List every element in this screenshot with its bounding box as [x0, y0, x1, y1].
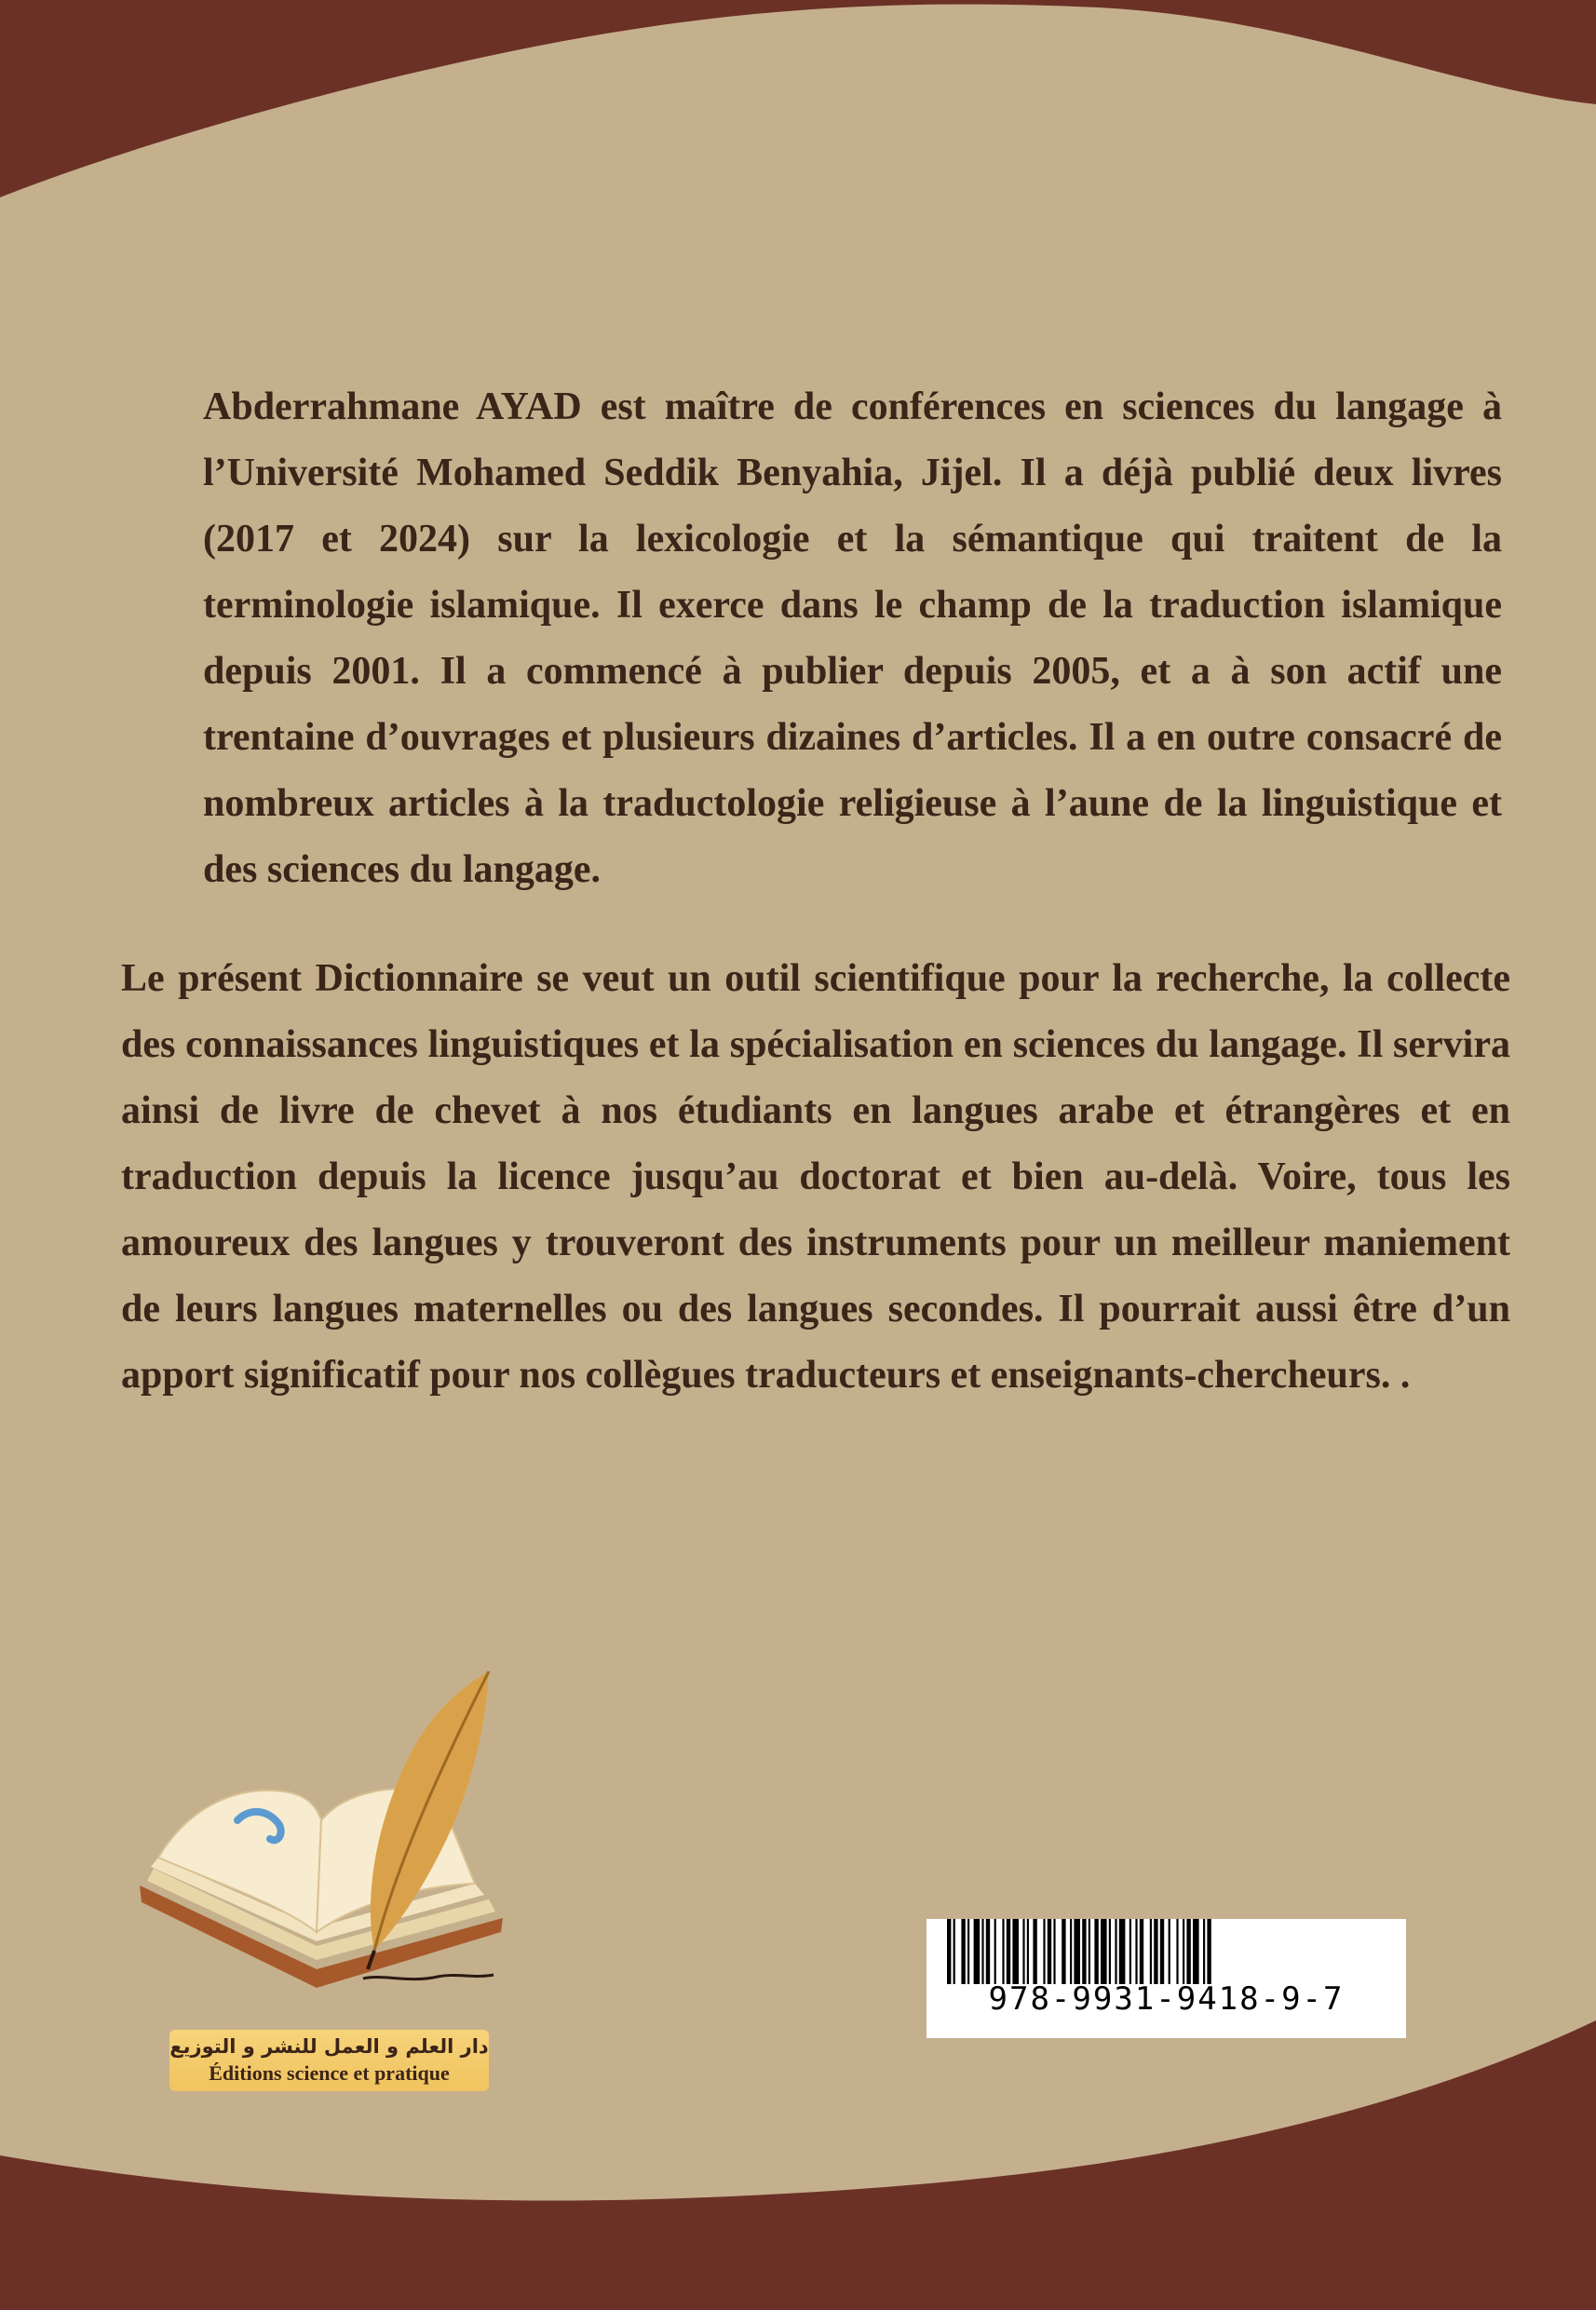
- barcode-bar: [1094, 1919, 1098, 1984]
- top-wave: [0, 0, 1596, 197]
- barcode-bar: [1027, 1919, 1029, 1984]
- barcode-bar: [1002, 1919, 1004, 1984]
- book-quill-icon: [130, 1671, 521, 2025]
- barcode-bar: [986, 1919, 990, 1984]
- barcode-bar: [1140, 1919, 1143, 1984]
- isbn-barcode: [926, 1919, 1406, 2038]
- barcode-bar: [1070, 1919, 1072, 1984]
- barcode-bar: [1183, 1919, 1184, 1984]
- book-description: Le présent Dictionnaire se veut un outil scientifique pour la recherche, la collecte des connaissances linguistiques et la spécialisation en sciences du langage. Il servira ainsi de livre de chevet à nos étudiants en langues arabe et étrangères et en traduction depuis la licence jusqu’au doctorat et bien au-delà. Voire, tous les amoureux des langues y trouveront des instruments pour un meilleur maniement de leurs langues maternelles ou des langues secondes. Il pourrait aussi être d’un apport significatif pour nos collègues traducteurs et enseignants-chercheurs. .: [121, 957, 1510, 1397]
- barcode-bar: [1207, 1919, 1211, 1984]
- publisher-name-arabic: دار العلم و العمل للنشر و التوزيع: [169, 2035, 489, 2058]
- barcode-bar: [1089, 1919, 1090, 1984]
- barcode-bar: [1129, 1919, 1131, 1984]
- barcode-bar: [1022, 1919, 1024, 1984]
- barcode-bar: [1150, 1919, 1152, 1984]
- barcode-bar: [1115, 1919, 1116, 1984]
- barcode-bar: [1012, 1919, 1019, 1984]
- barcode-bar: [981, 1919, 983, 1984]
- barcode-bar: [1169, 1919, 1170, 1984]
- barcode-bar: [967, 1919, 969, 1984]
- barcode-bar: [961, 1919, 965, 1984]
- barcode-bar: [1160, 1919, 1164, 1984]
- barcode-bar: [1193, 1919, 1199, 1984]
- barcode-bar: [1203, 1919, 1205, 1984]
- barcode-bar: [1074, 1919, 1080, 1984]
- barcode-bar: [1053, 1919, 1055, 1984]
- barcode-bar: [994, 1919, 996, 1984]
- barcode-bar: [954, 1919, 955, 1984]
- barcode-bar: [1048, 1919, 1051, 1984]
- barcode-bar: [1101, 1919, 1107, 1984]
- barcode-bar: [1135, 1919, 1137, 1984]
- publisher-name-french: Éditions science et pratique: [209, 2061, 450, 2085]
- barcode-bar: [1176, 1919, 1178, 1984]
- isbn-number: 978-9931-9418-9-7: [988, 1980, 1345, 2018]
- barcode-bars: [947, 1919, 1385, 1984]
- barcode-bar: [1154, 1919, 1157, 1984]
- publisher-name-label: [169, 2030, 489, 2091]
- barcode-bar: [1119, 1919, 1126, 1984]
- author-bio: Abderrahmane AYAD est maître de conférences en sciences du langage à l’Université Mohamed Seddik Benyahia, Jijel. Il a déjà publié deux livres (2017 et 2024) sur la lexicologie et la sémantique qui traitent de la terminologie islamique. Il exerce dans le champ de la traduction islamique depuis 2001. Il a commencé à publier depuis 2005, et a à son actif une trentaine d’ouvrages et plusieurs dizaines d’articles. Il a en outre consacré de nombreux articles à la traductologie religieuse à l’aune de la linguistique et des sciences du langage.: [203, 385, 1502, 891]
- barcode-bar: [1007, 1919, 1010, 1984]
- barcode-bar: [1109, 1919, 1111, 1984]
- publisher-logo: [130, 1671, 521, 2100]
- barcode-bar: [947, 1919, 951, 1984]
- barcode-bar: [1043, 1919, 1045, 1984]
- barcode-bar: [1062, 1919, 1065, 1984]
- barcode-bar: [1082, 1919, 1086, 1984]
- barcode-bar: [1033, 1919, 1036, 1984]
- barcode-bar: [1186, 1919, 1190, 1984]
- barcode-bar: [974, 1919, 981, 1984]
